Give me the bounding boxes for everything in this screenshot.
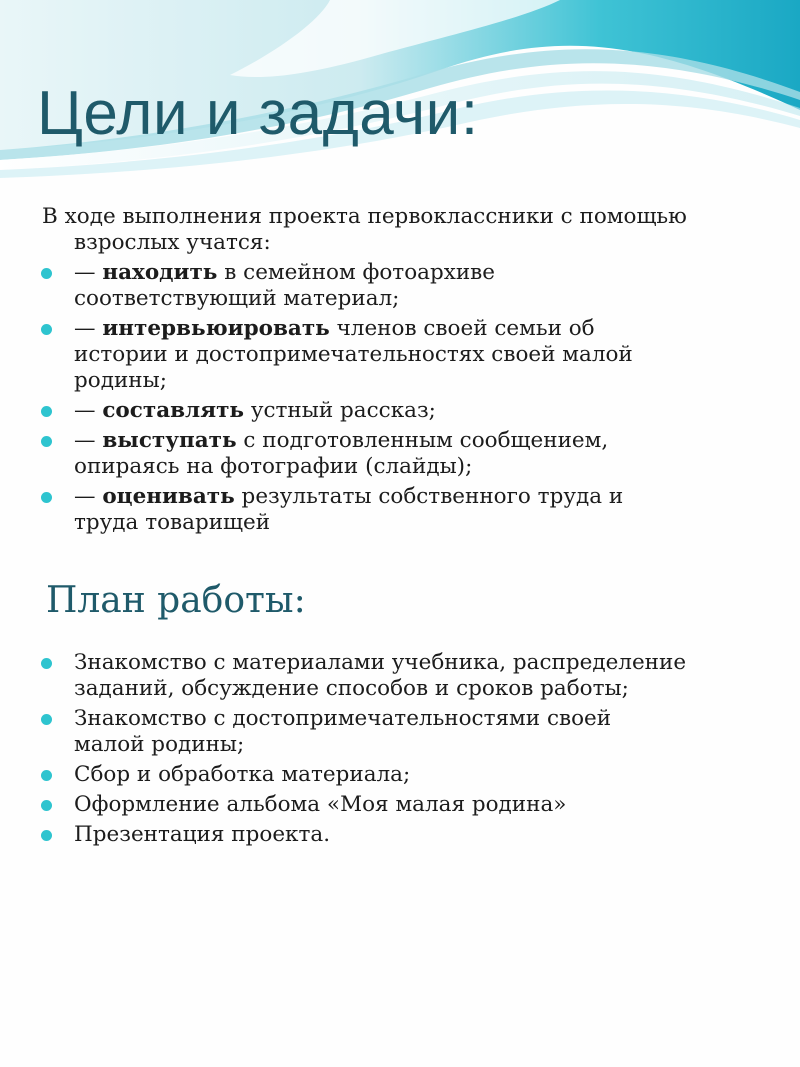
list-item: — составлять устный рассказ; [38, 398, 688, 424]
slide-title: Цели и задачи: [37, 79, 479, 148]
bullet-icon [41, 770, 52, 781]
list-item: — выступать с подготовленным сообщением, опираясь на фотографии (слайды); [38, 428, 688, 480]
intro-text: В ходе выполнения проекта первоклассники с помощью взрослых учатся: [42, 204, 687, 255]
bullet-icon [41, 268, 52, 279]
plan-list [38, 650, 688, 852]
bullet-icon [41, 658, 52, 669]
plan-heading: План работы: [46, 580, 306, 621]
list-item: Сбор и обработка материала; [38, 762, 688, 788]
bullet-icon [41, 492, 52, 503]
goals-list [38, 260, 688, 540]
list-item: Презентация проекта. [38, 822, 688, 848]
bullet-icon [41, 436, 52, 447]
bullet-icon [41, 406, 52, 417]
list-item: — находить в семейном фотоархиве соответствующий материал; [38, 260, 688, 312]
bullet-icon [41, 714, 52, 725]
bullet-icon [41, 324, 52, 335]
list-item: — оценивать результаты собственного труда и труда товарищей [38, 484, 688, 536]
list-item: Знакомство с достопримечательностями своей малой родины; [38, 706, 688, 758]
bullet-icon [41, 830, 52, 841]
list-item: Знакомство с материалами учебника, распределение заданий, обсуждение способов и сроков работы; [38, 650, 688, 702]
list-item: — интервьюировать членов своей семьи об истории и достопримечательностях своей малой родины; [38, 316, 688, 394]
list-item: Оформление альбома «Моя малая родина» [38, 792, 688, 818]
bullet-icon [41, 800, 52, 811]
